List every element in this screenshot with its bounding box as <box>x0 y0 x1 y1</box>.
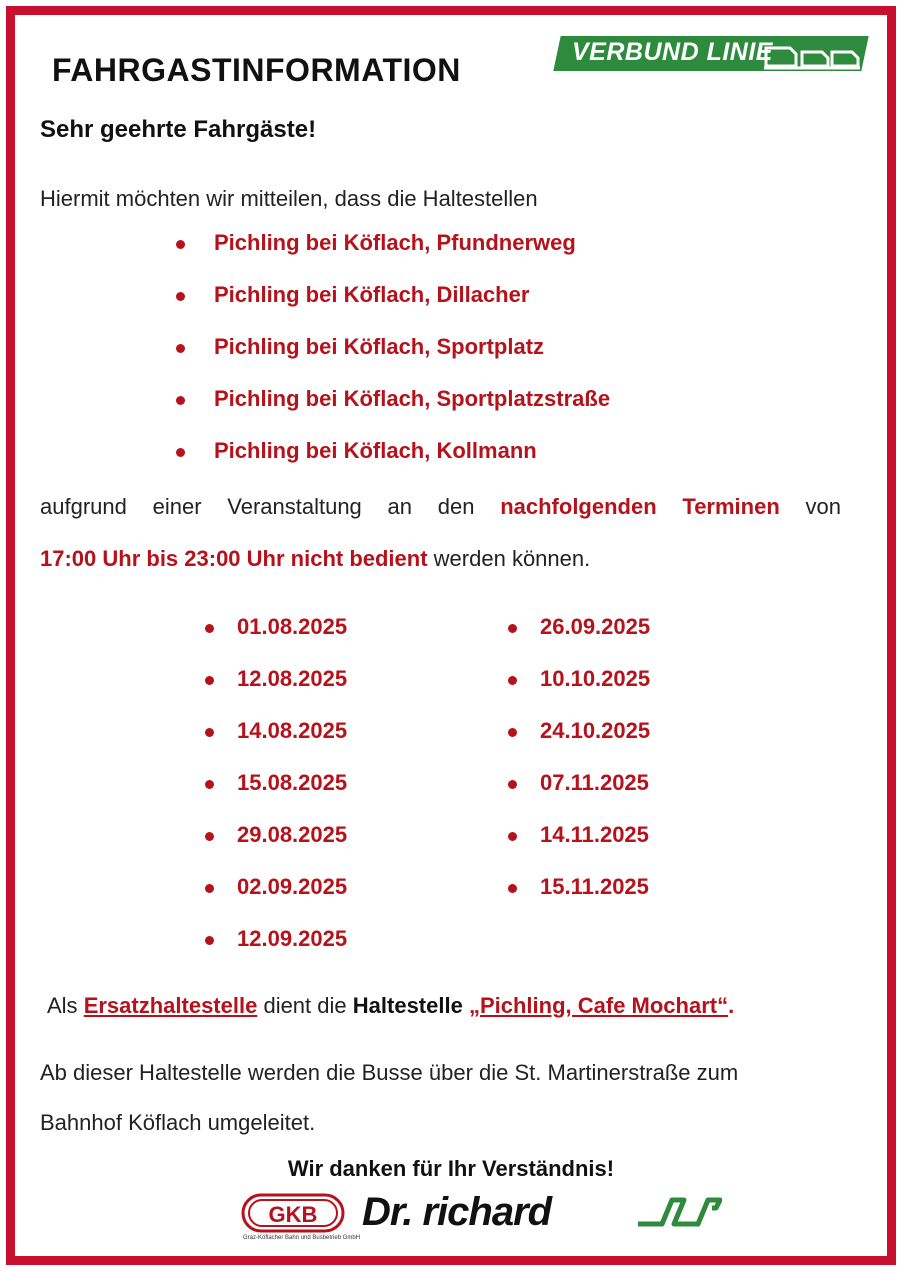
gkb-caption: Graz-Köflacher Bahn und Busbetrieb GmbH <box>243 1235 361 1241</box>
list-item: 12.09.2025 <box>205 926 347 978</box>
bullet-icon <box>205 936 214 945</box>
page-title: FAHRGASTINFORMATION <box>52 52 461 88</box>
thanks-text: Wir danken für Ihr Verständnis! <box>287 1156 615 1181</box>
list-item: 26.09.2025 <box>508 614 650 666</box>
list-item: Pichling bei Köflach, Dillacher <box>176 282 610 334</box>
verbund-linie-logo-text: VERBUND LINIE <box>572 38 773 66</box>
stop-list <box>176 230 610 490</box>
list-item: 01.08.2025 <box>205 614 347 666</box>
list-item: Pichling bei Köflach, Sportplatz <box>176 334 610 386</box>
cafe-mochart-link: „Pichling, Cafe Mochart“ <box>468 993 729 1018</box>
bullet-icon <box>176 344 185 353</box>
bullet-icon <box>205 676 214 685</box>
bullet-icon <box>508 832 517 841</box>
greeting: Sehr geehrte Fahrgäste! <box>40 116 317 143</box>
list-item: 14.08.2025 <box>205 718 347 770</box>
dr-richard-logo: Dr. richard <box>362 1190 552 1234</box>
list-item: Pichling bei Köflach, Pfundnerweg <box>176 230 610 282</box>
bullet-icon <box>508 676 517 685</box>
dates-right-column <box>508 614 650 926</box>
list-item: 12.08.2025 <box>205 666 347 718</box>
replacement-stop-text: Als Ersatzhaltestelle dient die Haltestelle „Pichling, Cafe Mochart“. <box>47 993 735 1018</box>
dr-richard-swoosh-icon <box>632 1196 722 1228</box>
bullet-icon <box>205 884 214 893</box>
list-item: 15.08.2025 <box>205 770 347 822</box>
list-item: Pichling bei Köflach, Kollmann <box>176 438 610 490</box>
list-item: 02.09.2025 <box>205 874 347 926</box>
list-item: 14.11.2025 <box>508 822 650 874</box>
bullet-icon <box>176 240 185 249</box>
bullet-icon <box>508 780 517 789</box>
bullet-icon <box>508 624 517 633</box>
bullet-icon <box>176 448 185 457</box>
gkb-logo-icon <box>241 1193 345 1233</box>
bullet-icon <box>508 884 517 893</box>
bullet-icon <box>205 832 214 841</box>
reroute-line-2: Bahnhof Köflach umgeleitet. <box>40 1110 316 1135</box>
bullet-icon <box>205 780 214 789</box>
list-item: 24.10.2025 <box>508 718 650 770</box>
replacement-stop-link: Ersatzhaltestelle <box>83 993 258 1018</box>
reroute-line-1: Ab dieser Haltestelle werden die Busse über die St. Martinerstraße zum <box>40 1060 739 1085</box>
bus-icon <box>762 38 862 70</box>
list-item: Pichling bei Köflach, Sportplatzstraße <box>176 386 610 438</box>
notice-line-1: aufgrund einer Veranstaltung an den nachfolgenden Terminen von <box>40 494 841 519</box>
bullet-icon <box>205 624 214 633</box>
notice-line-2: 17:00 Uhr bis 23:00 Uhr nicht bedient werden können. <box>40 546 591 571</box>
bullet-icon <box>205 728 214 737</box>
dates-left-column <box>205 614 347 978</box>
list-item: 07.11.2025 <box>508 770 650 822</box>
bullet-icon <box>176 396 185 405</box>
bullet-icon <box>508 728 517 737</box>
list-item: 10.10.2025 <box>508 666 650 718</box>
intro-text: Hiermit möchten wir mitteilen, dass die Haltestellen <box>40 186 538 211</box>
list-item: 29.08.2025 <box>205 822 347 874</box>
bullet-icon <box>176 292 185 301</box>
list-item: 15.11.2025 <box>508 874 650 926</box>
svg-text:GKB: GKB <box>268 1202 318 1227</box>
